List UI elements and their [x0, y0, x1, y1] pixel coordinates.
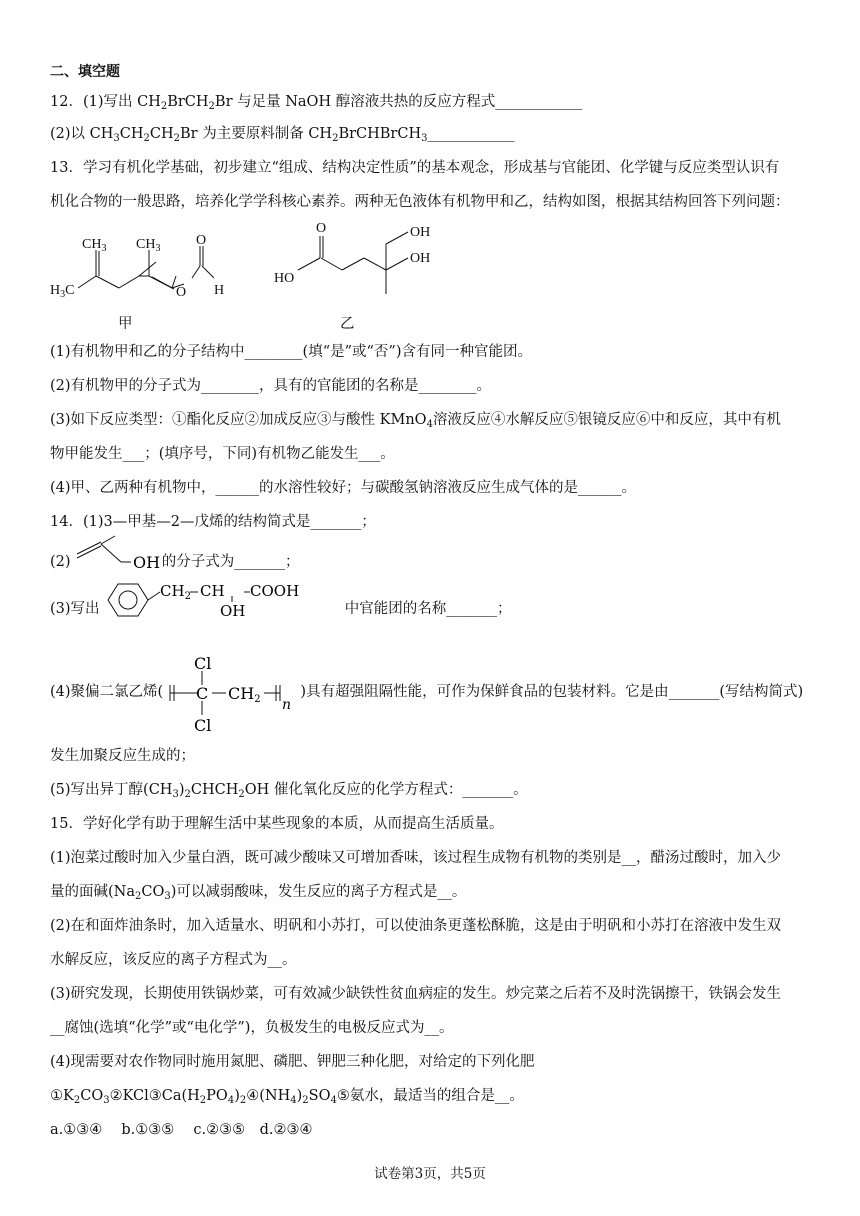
q14-sub3-structure — [104, 580, 340, 620]
q15-sub3-line1: (3)研究发现，长期使用铁锅炒菜，可有效减少缺铁性贫血病症的发生。炒完菜之后若不及时洗锅擦干，铁锅会发生 — [50, 986, 782, 1002]
svg-text:Cl: Cl — [193, 716, 212, 735]
q12-part1: 12．(1)写出 $CH_2BrCH_2Br$ 与足量 NaOH 醇溶液共热的反应方程式____________ — [50, 94, 583, 112]
q15-sub2-line2: 水解反应，该反应的离子方程式为__。 — [50, 952, 297, 968]
q13-sub3-line1: (3)如下反应类型：①酯化反应②加成反应③与酸性 KMnO$_4$溶液反应④水解反应⑤银镜反应⑥中和反应，其中有机 — [50, 412, 781, 430]
structure-yi — [268, 214, 468, 304]
q15-sub4-line1: (4)现需要对农作物同时施用氮肥、磷肥、钾肥三种化肥，对给定的下列化肥 — [50, 1054, 535, 1070]
yi-oh-mid: OH — [410, 251, 431, 266]
q12-part2: (2)以 $CH_3CH_2CH_2Br$ 为主要原料制备 $CH_2BrCHBrCH_3\_\_\_\_\_\_\_\_\_\_\_\_$ — [50, 126, 515, 144]
q15-sub4-line2: $①K_2CO_3②KCl③Ca(H_2PO_4)_2④(NH_4)_2SO_4⑤$氨水，最适当的组合是__。 — [50, 1088, 524, 1106]
q14-sub2-structure — [75, 534, 161, 574]
q13-sub2: (2)有机物甲的分子式为________，具有的官能团的名称是________。 — [50, 378, 492, 394]
q13-sub1: (1)有机物甲和乙的分子结构中________(填“是”或“否”)含有同一种官能团。 — [50, 344, 533, 360]
q15-sub1-line2: 量的面碱$(Na_2CO_3)$可以减弱酸味，发生反应的离子方程式是__。 — [50, 884, 467, 902]
q14-sub4: (4)聚偏二氯乙烯( Cl C CH2 n Cl )具有超强阻隔性能，可作为保鲜食品的包装材料。它是由_______(写结构简式) — [50, 682, 803, 702]
svg-text:C: C — [195, 684, 209, 703]
page-footer: 试卷第3页，共5页 — [374, 1166, 486, 1182]
svg-text:Cl: Cl — [193, 654, 212, 673]
q14-sub2-oh: OH — [133, 553, 161, 572]
q13-intro-line2: 机化合物的一般思路，培养化学学科核心素养。两种无色液体有机物甲和乙，结构如图，根据其结构回答下列问题： — [50, 194, 790, 210]
structure-yi-label: 乙 — [340, 316, 355, 332]
jia-carbonyl-o: O — [196, 233, 207, 248]
structure-jia-label: 甲 — [118, 316, 133, 332]
svg-text:CH: CH — [200, 582, 225, 600]
q15-options: a.①③④ b.①③⑤ c.②③⑤ d.②③④ — [50, 1122, 313, 1138]
q14-sub2: (2) OH 的分子式为_______； — [50, 550, 300, 574]
yi-ho: HO — [274, 271, 295, 286]
q14-sub3: (3)写出 $CH_2$ CH COOH OH 中官能团的名称_______； — [50, 582, 512, 620]
section-title: 二、填空题 — [50, 64, 120, 80]
q14-sub4-line2: 发生加聚反应生成的； — [50, 748, 195, 764]
svg-text:OH: OH — [220, 602, 246, 620]
svg-text:CH2: $CH_2$ — [160, 582, 192, 602]
q14-sub1: 14．(1)3—甲基—2—戊烯的结构简式是_______； — [50, 514, 376, 530]
svg-text:CH2: CH2 — [227, 684, 261, 705]
yi-carbonyl-o: O — [316, 221, 327, 236]
jia-ch3-right: $CH_3$ — [136, 237, 161, 254]
q15-sub3-line2: __腐蚀(选填“化学”或“电化学”)，负极发生的电极反应式为__。 — [50, 1020, 454, 1036]
q15-sub1-line1: (1)泡菜过酸时加入少量白酒，既可减少酸味又可增加香味，该过程生成物有机物的类别是__，醋汤过酸时，加入少 — [50, 850, 782, 866]
jia-h3c: $H_3C$ — [50, 283, 75, 300]
q13-sub4: (4)甲、乙两种有机物中，______的水溶性较好；与碳酸氢钠溶液反应生成气体的是______。 — [50, 480, 637, 496]
jia-h: H — [214, 283, 225, 298]
svg-text:COOH: COOH — [250, 582, 300, 600]
jia-ester-o: O — [176, 285, 187, 300]
q14-sub5: (5)写出异丁醇$(CH_3)_2CHCH_2OH$ 催化氧化反应的化学方程式：_______。 — [50, 782, 528, 800]
q15-intro: 15．学好化学有助于理解生活中某些现象的本质，从而提高生活质量。 — [50, 816, 504, 832]
jia-ch3-left: $CH_3$ — [82, 237, 107, 254]
svg-text:n: n — [281, 697, 291, 713]
q13-intro-line1: 13．学习有机化学基础，初步建立“组成、结构决定性质”的基本观念，形成基与官能团、化学键与反应类型认识有 — [50, 160, 780, 176]
q15-sub2-line1: (2)在和面炸油条时，加入适量水、明矾和小苏打，可以使油条更蓬松酥脆，这是由于明矾和小苏打在溶液中发生双 — [50, 918, 782, 934]
yi-oh-top: OH — [410, 225, 431, 240]
q14-sub4-structure — [168, 649, 296, 735]
q13-sub3-line2: 物甲能发生___；(填序号，下同)有机物乙能发生___。 — [50, 446, 395, 462]
structure-jia — [44, 226, 244, 308]
